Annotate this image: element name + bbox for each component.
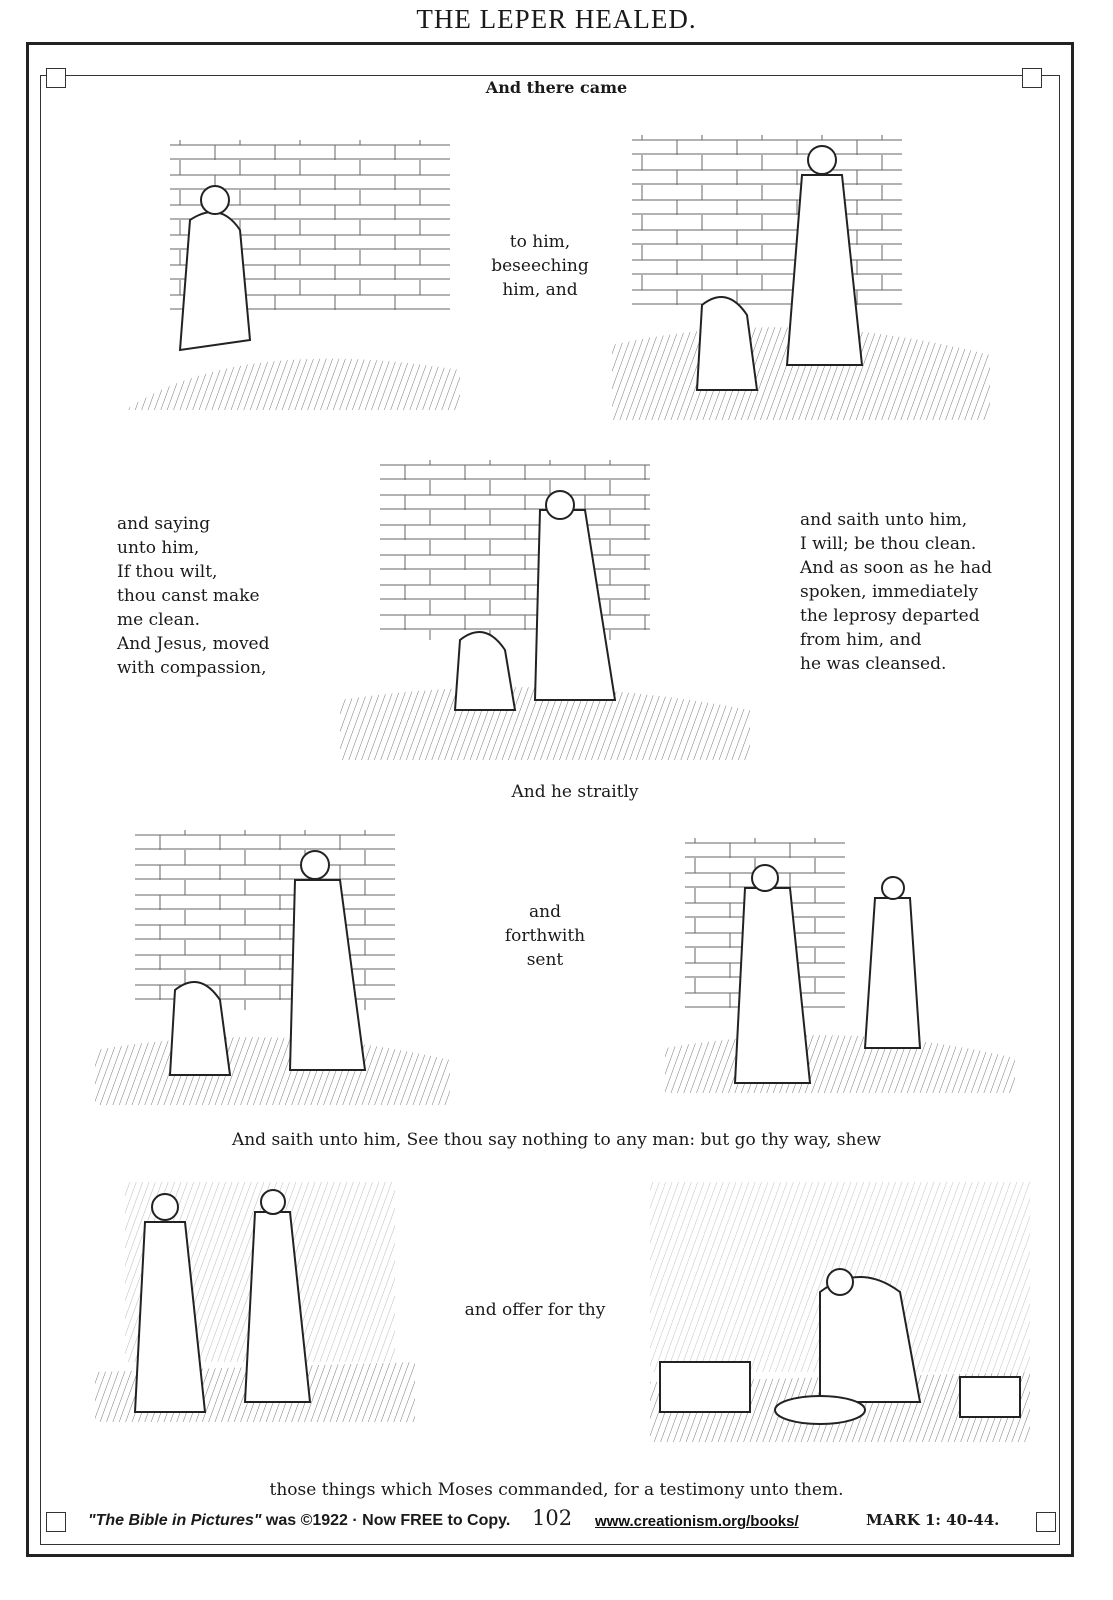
caption-line: unto him, (117, 538, 200, 558)
corner-ornament (1036, 1512, 1056, 1532)
caption-row4-middle: and offer for thy (464, 1300, 606, 1320)
illustration-jesus-charging-leper (95, 820, 450, 1105)
caption-line: And as soon as he had (800, 558, 992, 578)
caption-line: and (529, 902, 561, 922)
footer (88, 1512, 510, 1530)
illustration-jesus-touching-leper (340, 450, 750, 760)
caption-line: I will; be thou clean. (800, 534, 977, 554)
illustration-man-before-priest (95, 1172, 415, 1422)
scripture-reference: MARK 1: 40-44. (866, 1511, 1000, 1529)
corner-ornament (46, 1512, 66, 1532)
caption-line: And Jesus, moved (117, 634, 270, 654)
caption-line: sent (526, 950, 564, 970)
caption-line: him, and (502, 280, 578, 300)
caption-straitly: And he straitly (511, 782, 639, 802)
caption-line: forthwith (504, 926, 586, 946)
caption-bottom: those things which Moses commanded, for a testimony unto them. (269, 1480, 844, 1500)
caption-line: me clean. (117, 610, 201, 630)
caption-line: and saith unto him, (800, 510, 968, 530)
caption-line: If thou wilt, (117, 562, 218, 582)
caption-top: And there came (485, 78, 628, 97)
footer-book-title: "The Bible in Pictures" (88, 1512, 262, 1529)
caption-line: and saying (117, 514, 211, 534)
caption-line: from him, and (800, 630, 922, 650)
illustration-jesus-sending-man (665, 828, 1015, 1093)
caption-row2-left (117, 512, 337, 680)
caption-row2-right (800, 508, 1040, 676)
caption-line: beseeching (491, 256, 589, 276)
illustration-leper-sitting (90, 130, 460, 410)
caption-row3-middle (490, 900, 600, 972)
footer-copyright: was ©1922 · Now FREE to Copy. (261, 1512, 511, 1529)
caption-line: the leprosy departed (800, 606, 980, 626)
footer-url-link[interactable]: www.creationism.org/books/ (595, 1513, 799, 1530)
caption-line: spoken, immediately (800, 582, 979, 602)
caption-line: thou canst make (117, 586, 260, 606)
illustration-man-washing (650, 1172, 1030, 1442)
illustration-leper-kneeling (612, 125, 990, 420)
caption-line: he was cleansed. (800, 654, 947, 674)
caption-saith-line: And saith unto him, See thou say nothing to any man: but go thy way, shew (231, 1130, 882, 1150)
page-title: THE LEPER HEALED. (416, 4, 697, 34)
caption-line: with compassion, (117, 658, 267, 678)
caption-line: to him, (509, 232, 571, 252)
caption-row1-middle (470, 230, 610, 302)
page-number: 102 (532, 1506, 573, 1530)
